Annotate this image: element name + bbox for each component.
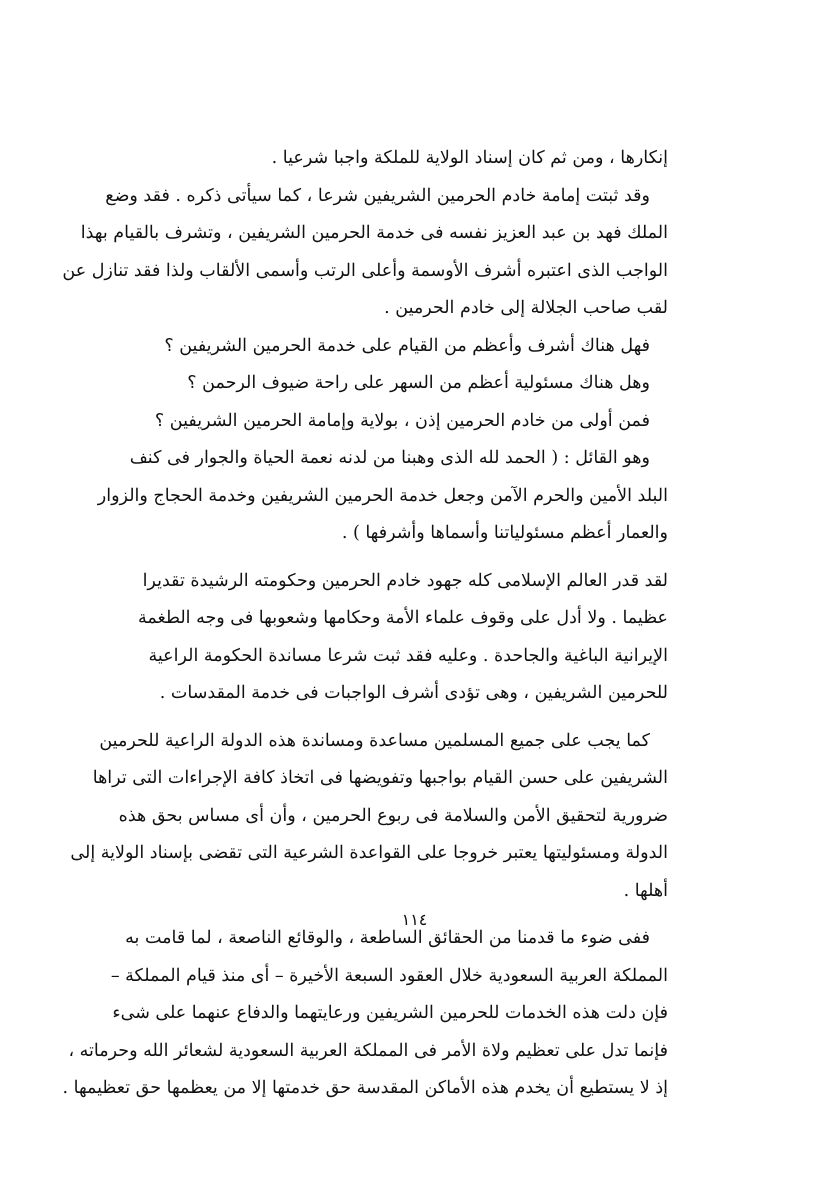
text-line: فإن دلت هذه الخدمات للحرمين الشريفين ورعايتهما والدفاع عنهما على شىء [112, 1003, 668, 1023]
body-text [62, 140, 668, 1108]
paragraph-gap [178, 553, 668, 563]
text-line: فإنما تدل على تعظيم ولاة الأمر فى المملكة العربية السعودية لشعائر الله وحرماته ، [68, 1040, 668, 1061]
text-line: والعمار أعظم مسئولياتنا وأسماها وأشرفها ) . [341, 523, 668, 543]
text-line: وهل هناك مسئولية أعظم من السهر على راحة ضيوف الرحمن ؟ [187, 373, 650, 393]
text-line: الملك فهد بن عبد العزيز نفسه فى خدمة الحرمين الشريفين ، وتشرف بالقيام بهذا [80, 223, 668, 243]
text-line: الشريفين على حسن القيام بواجبها وتفويضها فى اتخاذ كافة الإجراءات التى تراها [92, 768, 668, 788]
text-line: وقد ثبتت إمامة خادم الحرمين الشريفين شرعا ، كما سيأتى ذكره . فقد وضع [105, 185, 650, 206]
text-line: أهلها . [623, 880, 668, 901]
text-line: الإيرانية الباغية والجاحدة . وعليه فقد ثبت شرعا مساندة الحكومة الراعية [148, 645, 668, 666]
text-line: ضرورية لتحقيق الأمن والسلامة فى ربوع الحرمين ، وأن أى مساس بحق هذه [118, 805, 668, 826]
text-line: كما يجب على جميع المسلمين مساعدة ومساندة هذه الدولة الراعية للحرمين [99, 730, 650, 751]
text-line: لقد قدر العالم الإسلامى كله جهود خادم الحرمين وحكومته الرشيدة تقديرا [142, 570, 668, 591]
text-line: فهل هناك أشرف وأعظم من القيام على خدمة الحرمين الشريفين ؟ [164, 335, 650, 356]
text-line: لقب صاحب الجلالة إلى خادم الحرمين . [384, 298, 668, 318]
paragraph-gap [178, 713, 668, 723]
text-line: وهو القائل : ( الحمد لله الذى وهبنا من لدنه نعمة الحياة والجوار فى كنف [129, 448, 650, 468]
text-line: المملكة العربية السعودية خلال العقود السبعة الأخيرة – أى منذ قيام المملكة – [110, 965, 668, 986]
text-line: ففى ضوء ما قدمنا من الحقائق الساطعة ، والوقائع الناصعة ، لما قامت به [125, 928, 650, 948]
text-line: إذ لا يستطيع أن يخدم هذه الأماكن المقدسة حق خدمتها إلا من يعظمها حق تعظيمها . [62, 1078, 668, 1098]
text-line: عظيما . ولا أدل على وقوف علماء الأمة وحكامها وشعوبها فى وجه الطغمة [138, 608, 668, 628]
page-number: ١١٤ [401, 910, 428, 929]
text-line: فمن أولى من خادم الحرمين إذن ، بولاية وإمامة الحرمين الشريفين ؟ [154, 410, 650, 431]
text-line: إنكارها ، ومن ثم كان إسناد الولاية للملكة واجبا شرعيا . [271, 148, 668, 168]
text-line: البلد الأمين والحرم الآمن وجعل خدمة الحرمين الشريفين وخدمة الحجاج والزوار [97, 485, 668, 506]
text-line: الواجب الذى اعتبره أشرف الأوسمة وأعلى الرتب وأسمى الألقاب ولذا فقد تنازل عن [62, 260, 668, 281]
text-line: للحرمين الشريفين ، وهى تؤدى أشرف الواجبات فى خدمة المقدسات . [159, 683, 668, 703]
text-line: الدولة ومسئوليتها يعتبر خروجا على القواعدة الشرعية التى تقضى بإسناد الولاية إلى [70, 843, 668, 863]
